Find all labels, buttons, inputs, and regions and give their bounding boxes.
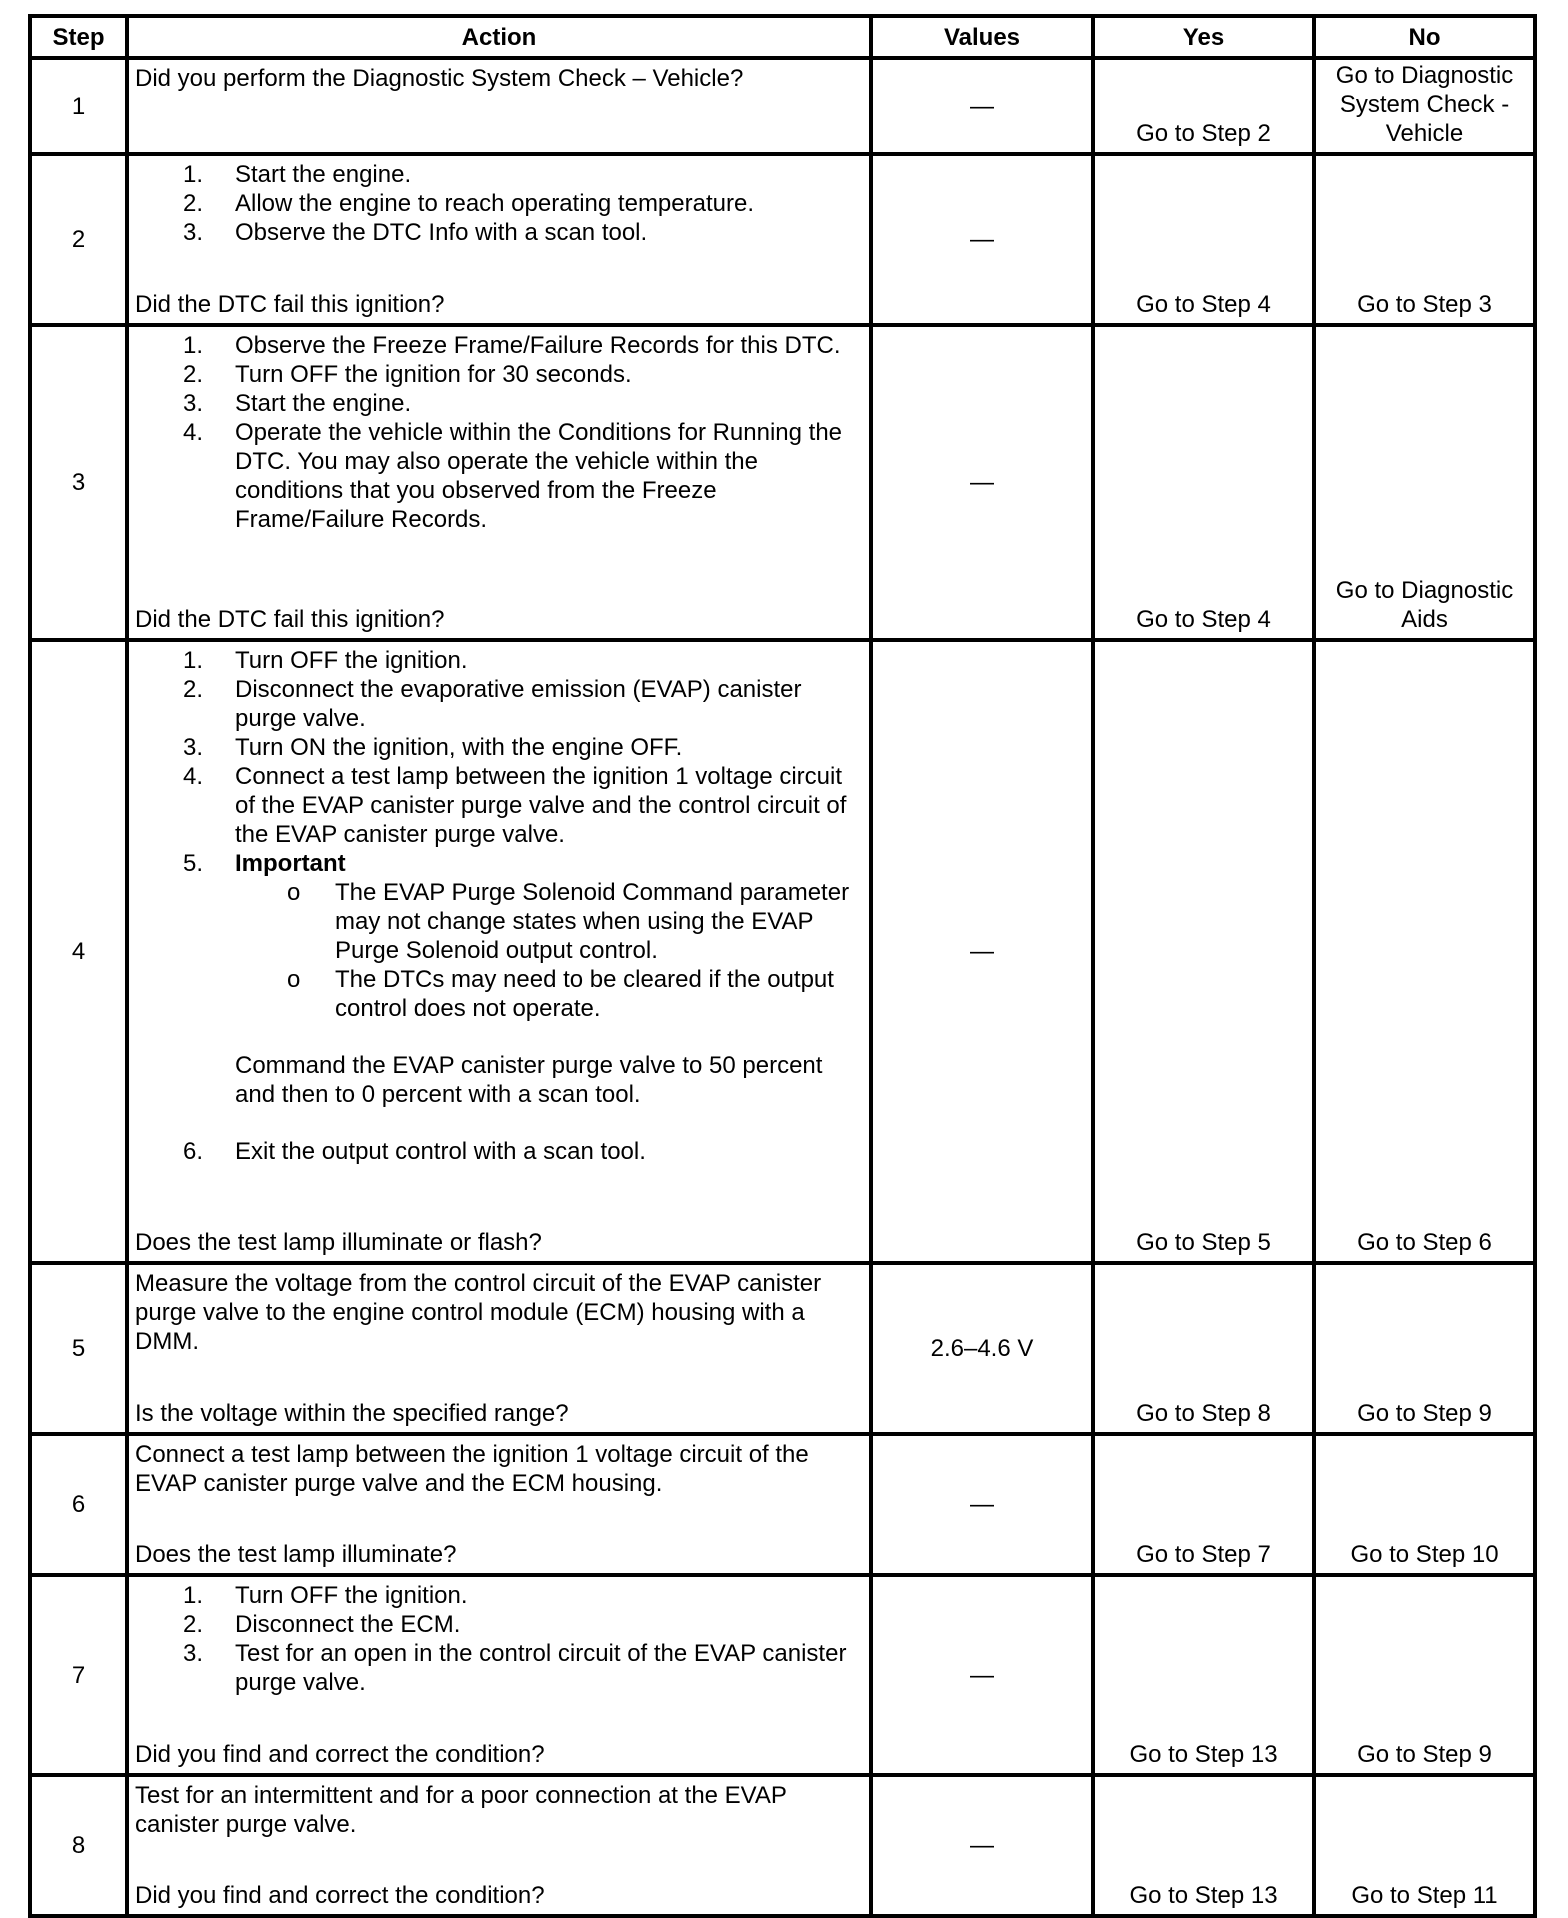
step-number: 6 bbox=[28, 1436, 129, 1577]
action-question: Did the DTC fail this ignition? bbox=[135, 606, 445, 633]
no-cell: Go to Step 11 bbox=[1316, 1777, 1537, 1918]
step-number: 7 bbox=[28, 1577, 129, 1777]
table-row bbox=[28, 1265, 1537, 1436]
step-number: 3 bbox=[28, 327, 129, 642]
action-step-item: 2. Allow the engine to reach operating temperature. bbox=[183, 190, 754, 217]
table-row bbox=[28, 1436, 1537, 1577]
action-step-item: 2. Turn OFF the ignition for 30 seconds. bbox=[183, 361, 632, 388]
header-values: Values bbox=[873, 14, 1095, 60]
table-row bbox=[28, 642, 1537, 1265]
action-question: Does the test lamp illuminate? bbox=[135, 1541, 457, 1568]
action-cell bbox=[129, 60, 873, 156]
important-instruction: Command the EVAP canister purge valve to 50 percent and then to 0 percent with a scan tool. bbox=[235, 1052, 823, 1108]
action-step-item: 4. Operate the vehicle within the Conditions for Running the DTC. You may also operate the vehicle within the conditions that you observed from the Freeze Frame/Failure Records. bbox=[183, 419, 843, 533]
action-text: Test for an intermittent and for a poor connection at the EVAP canister purge valve. bbox=[135, 1782, 787, 1838]
action-steps bbox=[135, 160, 863, 247]
no-cell: Go to Step 6 bbox=[1316, 642, 1537, 1265]
action-question: Did you find and correct the condition? bbox=[135, 1741, 545, 1768]
values-cell: — bbox=[873, 642, 1095, 1265]
action-text: Did you perform the Diagnostic System Check – Vehicle? bbox=[135, 65, 744, 92]
action-step-item: 3. Turn ON the ignition, with the engine OFF. bbox=[183, 734, 683, 761]
header-no: No bbox=[1316, 14, 1537, 60]
action-cell bbox=[129, 327, 873, 642]
values-cell: — bbox=[873, 60, 1095, 156]
values-cell: — bbox=[873, 1777, 1095, 1918]
yes-cell: Go to Step 7 bbox=[1095, 1436, 1316, 1577]
action-step-item: 2. Disconnect the evaporative emission (EVAP) canister purge valve. bbox=[183, 676, 802, 732]
yes-cell: Go to Step 2 bbox=[1095, 60, 1316, 156]
no-cell: Go to Diagnostic System Check - Vehicle bbox=[1316, 60, 1537, 156]
action-step-item: 1. Start the engine. bbox=[183, 161, 412, 188]
important-notes bbox=[235, 878, 863, 1023]
yes-cell: Go to Step 5 bbox=[1095, 642, 1316, 1265]
action-step-item: 3. Observe the DTC Info with a scan tool. bbox=[183, 219, 648, 246]
table-row bbox=[28, 1577, 1537, 1777]
action-question: Does the test lamp illuminate or flash? bbox=[135, 1229, 542, 1256]
no-cell: Go to Step 9 bbox=[1316, 1577, 1537, 1777]
step-number: 5 bbox=[28, 1265, 129, 1436]
action-steps bbox=[135, 331, 863, 534]
diagnostic-table-document bbox=[28, 14, 1537, 1918]
no-cell: Go to Step 9 bbox=[1316, 1265, 1537, 1436]
no-cell: Go to Step 10 bbox=[1316, 1436, 1537, 1577]
action-text: Connect a test lamp between the ignition 1 voltage circuit of the EVAP canister purge valve and the ECM housing. bbox=[135, 1441, 809, 1497]
no-cell: Go to Step 3 bbox=[1316, 156, 1537, 327]
action-text: Measure the voltage from the control circuit of the EVAP canister purge valve to the engine control module (ECM) housing with a DMM. bbox=[135, 1270, 822, 1355]
header-step: Step bbox=[28, 14, 129, 60]
action-cell bbox=[129, 1265, 873, 1436]
action-step-item: 3. Test for an open in the control circuit of the EVAP canister purge valve. bbox=[183, 1640, 847, 1696]
table-header-row bbox=[28, 14, 1537, 60]
action-step-item: 1. Turn OFF the ignition. bbox=[183, 647, 468, 674]
action-step-item: 4. Connect a test lamp between the ignition 1 voltage circuit of the EVAP canister purge valve and the control circuit of the EVAP canister purge valve. bbox=[183, 763, 847, 848]
no-cell: Go to Diagnostic Aids bbox=[1316, 327, 1537, 642]
yes-cell: Go to Step 8 bbox=[1095, 1265, 1316, 1436]
values-cell: — bbox=[873, 156, 1095, 327]
yes-cell: Go to Step 13 bbox=[1095, 1577, 1316, 1777]
yes-cell: Go to Step 4 bbox=[1095, 156, 1316, 327]
action-step-item: 3. Start the engine. bbox=[183, 390, 412, 417]
table-row bbox=[28, 156, 1537, 327]
values-cell: — bbox=[873, 1577, 1095, 1777]
action-question: Did you find and correct the condition? bbox=[135, 1882, 545, 1909]
values-cell: 2.6–4.6 V bbox=[873, 1265, 1095, 1436]
diagnostic-table bbox=[28, 14, 1537, 1918]
yes-cell: Go to Step 13 bbox=[1095, 1777, 1316, 1918]
action-step-item: 2. Disconnect the ECM. bbox=[183, 1611, 461, 1638]
action-question: Did the DTC fail this ignition? bbox=[135, 291, 445, 318]
yes-cell: Go to Step 4 bbox=[1095, 327, 1316, 642]
important-note: o The DTCs may need to be cleared if the output control does not operate. bbox=[287, 966, 834, 1022]
action-cell bbox=[129, 1577, 873, 1777]
action-question: Is the voltage within the specified range? bbox=[135, 1400, 569, 1427]
step-number: 2 bbox=[28, 156, 129, 327]
table-row bbox=[28, 60, 1537, 156]
action-steps bbox=[135, 1581, 863, 1697]
table-row bbox=[28, 327, 1537, 642]
step-number: 1 bbox=[28, 60, 129, 156]
action-step-item-important: 5. Important o The EVAP Purge Solenoid Command parameter may not change states when using the EVAP Purge Solenoid output control. o The DTCs may need to be cleared if the output control does not operate. Command the EVAP canister purge valve to 50 percent and then to 0 percent with a scan tool. bbox=[135, 849, 863, 1137]
action-step-item: 1. Turn OFF the ignition. bbox=[183, 1582, 468, 1609]
action-cell bbox=[129, 1436, 873, 1577]
important-note: o The EVAP Purge Solenoid Command parameter may not change states when using the EVAP Purge Solenoid output control. bbox=[287, 879, 850, 964]
action-steps bbox=[135, 646, 863, 1166]
table-row bbox=[28, 1777, 1537, 1918]
values-cell: — bbox=[873, 1436, 1095, 1577]
action-cell bbox=[129, 156, 873, 327]
important-label: Important bbox=[235, 850, 346, 877]
header-action: Action bbox=[129, 14, 873, 60]
step-number: 8 bbox=[28, 1777, 129, 1918]
action-step-item: 6. Exit the output control with a scan tool. bbox=[183, 1138, 646, 1165]
step-number: 4 bbox=[28, 642, 129, 1265]
header-yes: Yes bbox=[1095, 14, 1316, 60]
action-cell bbox=[129, 1777, 873, 1918]
values-cell: — bbox=[873, 327, 1095, 642]
action-step-item: 1. Observe the Freeze Frame/Failure Records for this DTC. bbox=[183, 332, 841, 359]
action-cell bbox=[129, 642, 873, 1265]
